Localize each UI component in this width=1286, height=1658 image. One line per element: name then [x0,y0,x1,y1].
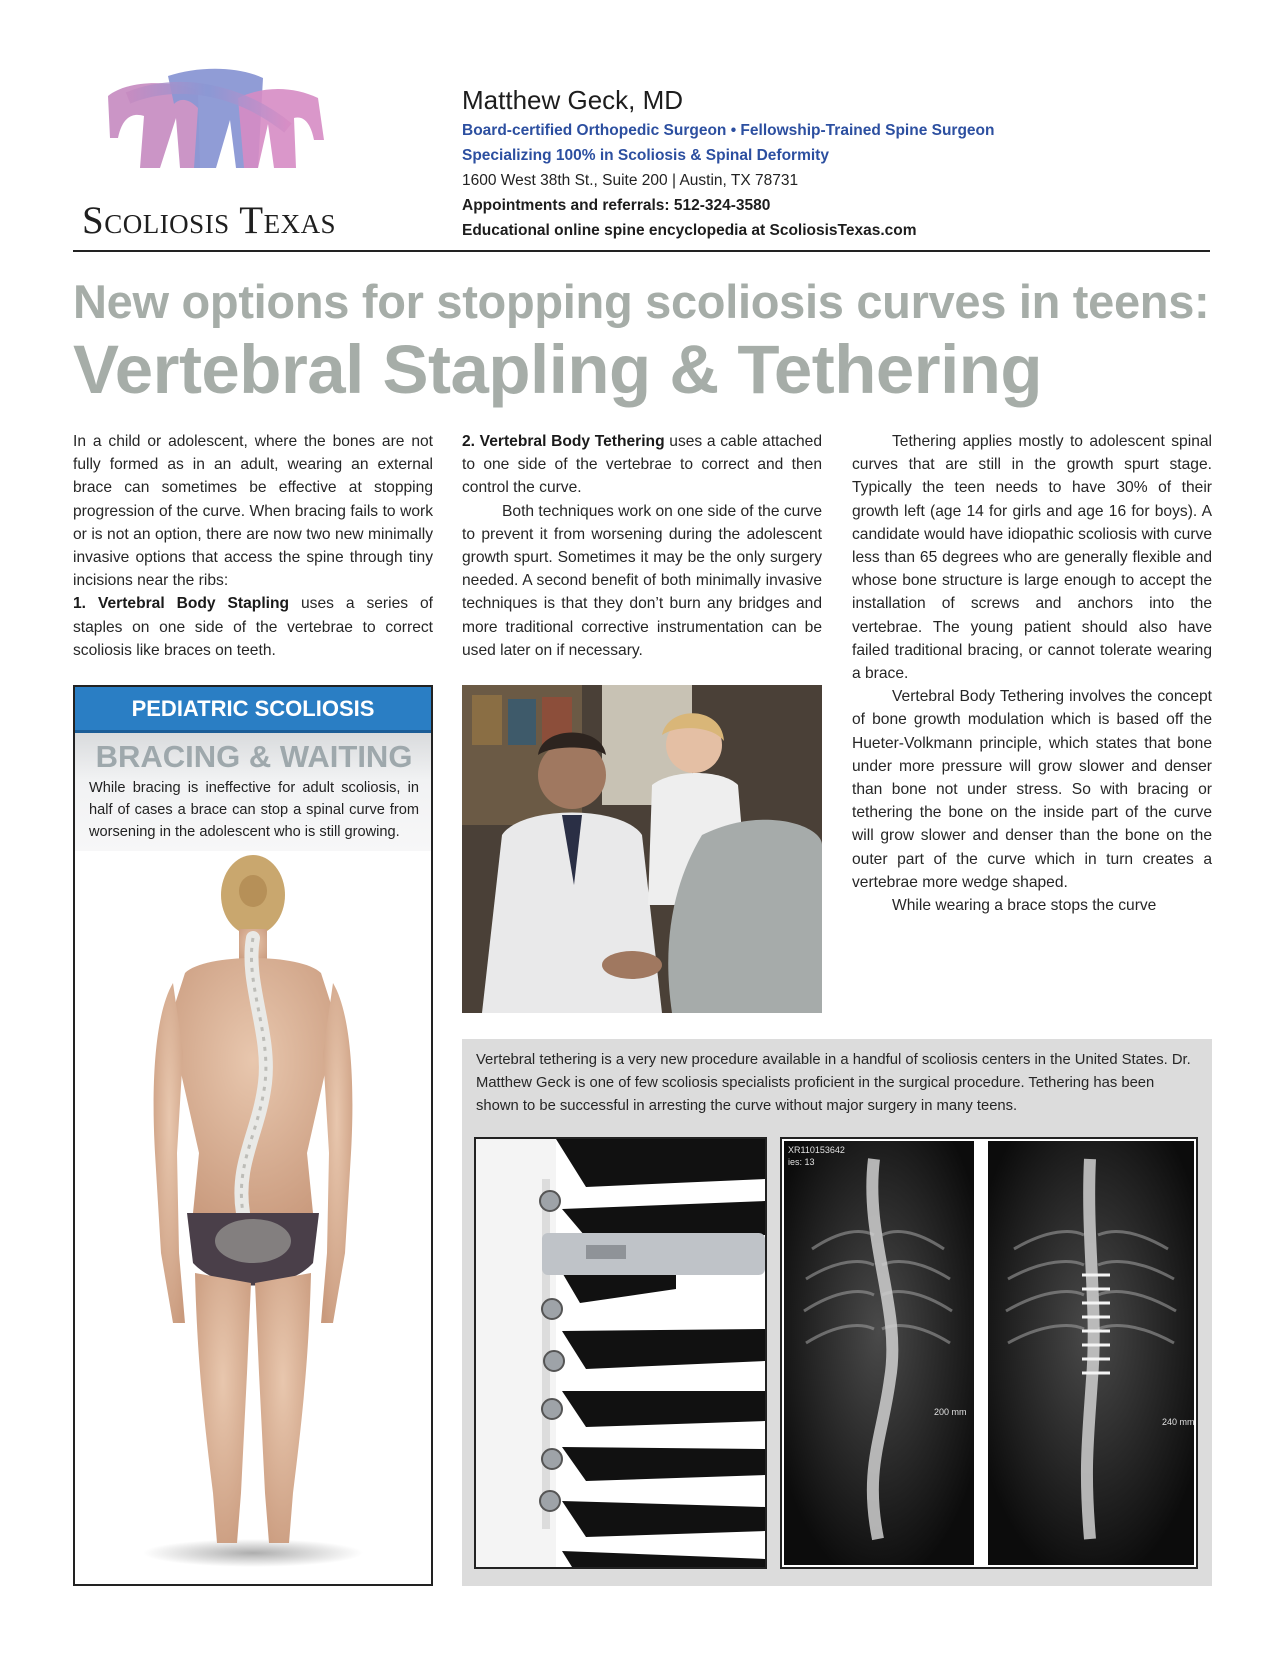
tethering-info-box [462,1039,1212,1586]
sidebar-header: PEDIATRIC SCOLIOSIS [75,687,431,733]
logo-wordmark: Scoliosis Texas [82,199,337,242]
brace-paragraph: While wearing a brace stops the curve [892,897,1157,915]
logo [70,68,360,248]
doctor-name: Matthew Geck, MD [462,85,684,115]
stapling-label: 1. Vertebral Body Stapling [73,595,290,613]
sidebar-description: While bracing is ineffective for adult scoliosis, in half of cases a brace can stop a spinal curve from worsening in the adolescent who is still growing. [89,780,419,840]
tethering-label: 2. Vertebral Body Tethering [462,433,665,450]
intro-paragraph: In a child or adolescent, where the bones are not fully formed as in an adult, wearing an external brace can sometimes be effective at stopping progression of the curve. When bracing fails to work or is not an option, there are now two new minimally invasive options that access the spine through tiny incisions near the ribs: [73,433,433,590]
scoliosis-figure-illustration [75,853,431,1584]
specialty: Specializing 100% in Scoliosis & Spinal Deformity [462,147,829,164]
headline-subtitle: New options for stopping scoliosis curves in teens: [73,275,1210,328]
stapling-item [73,592,433,662]
doctor-patient-photo [462,685,822,1013]
pediatric-scoliosis-sidebar [73,685,433,1586]
xray-scale-left: 200 mm [934,1407,967,1417]
sidebar-title: BRACING & WAITING [95,739,413,774]
article-column-1 [73,430,433,662]
header-divider [73,250,1210,252]
growth-modulation-paragraph: Vertebral Body Tethering involves the concept of bone growth modulation which is based off the Hueter-Volkmann principle, which states that bone under more pressure will grow slower and denser than bone not under stress. So with bracing or tethering the bone on the inside part of the curve will grow slower and denser than the bone on the outer part of the curve which in turn creates a vertebrae more wedge shaped. [852,688,1212,891]
article-column-2 [462,430,822,662]
xray-scale-right: 240 mm [1162,1417,1195,1427]
tethering-item [462,430,822,500]
headline-title: Vertebral Stapling & Tethering [73,331,1043,408]
sidebar-intro [75,733,431,851]
credentials: Board-certified Orthopedic Surgeon • Fellowship-Trained Spine Surgeon [462,122,995,139]
logo-figures-icon [88,68,338,178]
stapling-text: uses a series of staples on one side of the vertebrae to correct scoliosis like braces on teeth. [73,595,433,659]
tethering-text: uses a cable attached to one side of the vertebrae to correct and then control the curve. [462,433,822,497]
xray-comparison-images [780,1137,1198,1569]
address: 1600 West 38th St., Suite 200 | Austin, TX 78731 [462,172,799,189]
xray-id-label: XR110153642 [788,1145,845,1155]
tethering-info-text: Vertebral tethering is a very new procedure available in a handful of scoliosis centers in the United States. Dr. Matthew Geck is one of few scoliosis specialists proficient in the surgical procedure. Tethering has been shown to be successful in arresting the curve without major surgery in many teens. [476,1052,1191,1114]
article-column-3 [852,430,1212,917]
tethering-candidates-paragraph: Tethering applies mostly to adolescent spinal curves that are still in the growth spurt stage. Typically the teen needs to have 30% of their growth left (age 14 for girls and age 16 for boys). A candidate would have idiopathic scoliosis with curve less than 65 degrees who are generally flexible and whose bone structure is large enough to accept the installation of screws and anchors into the vertebrae. The young patient should also have failed traditional bracing, or cannot tolerate wearing a brace. [852,433,1212,683]
appointments-phone: Appointments and referrals: 512-324-3580 [462,197,771,214]
techniques-paragraph: Both techniques work on one side of the curve to prevent it from worsening during the adolescent growth spurt. Sometimes it may be the only surgery needed. A second benefit of both minimally invasive techniques is that they don’t burn any bridges and more traditional corrective instrumentation can be used later on if necessary. [462,502,822,659]
encyclopedia-link[interactable]: Educational online spine encyclopedia at ScoliosisTexas.com [462,222,917,239]
xray-series-label: ies: 13 [788,1157,815,1167]
contact-block [462,82,1222,243]
tether-spine-model-photo [474,1137,767,1569]
